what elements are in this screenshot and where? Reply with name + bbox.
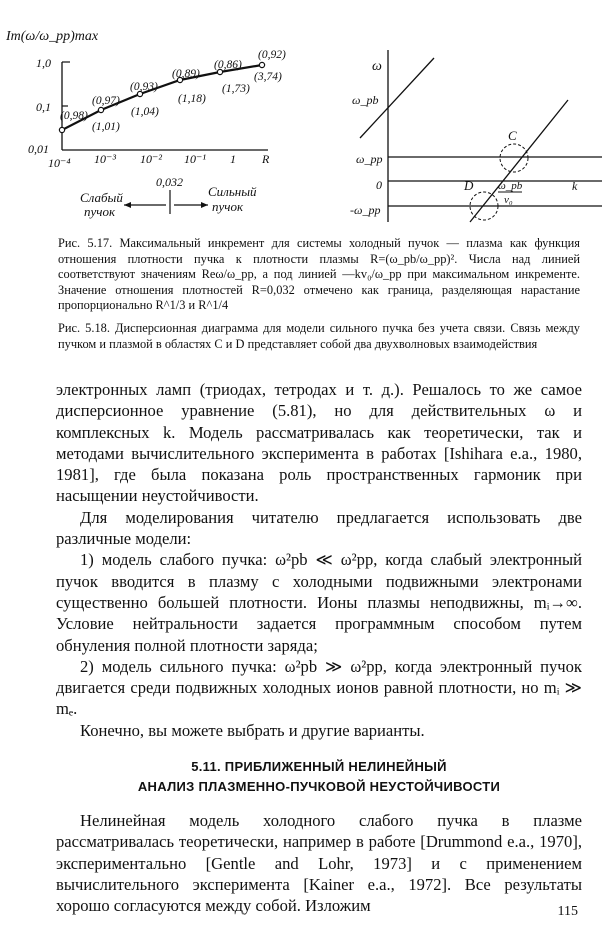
- x-tick: R: [262, 152, 270, 166]
- paragraph: Конечно, вы можете выбрать и другие варианты.: [80, 720, 425, 740]
- y-tick: 0,01: [28, 142, 49, 156]
- strong-beam-label: Сильный: [208, 184, 257, 199]
- y-tick: 0,1: [36, 100, 51, 114]
- point-label-below: (1,73): [222, 83, 250, 95]
- y-tick: 1,0: [36, 56, 51, 70]
- strong-beam-label: пучок: [212, 199, 244, 214]
- x-tick: 1: [230, 152, 236, 166]
- boundary-value: 0,032: [156, 175, 183, 189]
- point-label-below: (3,74): [254, 71, 282, 83]
- x-tick: 10⁻²: [140, 152, 162, 166]
- point-label-above: (0,93): [130, 81, 158, 93]
- point-label-above: (0,86): [214, 59, 242, 71]
- point-label-below: (1,01): [92, 121, 120, 133]
- figure-5-18: [300, 0, 614, 230]
- weak-beam-label: Слабый: [80, 190, 123, 205]
- caption-5-17: Рис. 5.17. Максимальный инкремент для системы холодный пучок — плазма как функция отношения плотности пучка к плотности плазмы R=(ω_pb/ω_pp)². Числа над линией соответствуют значениям Reω/ω_pp, а под линией —kv₀/ω_pp при максимальном инкременте. Значение отношения плотностей R=0,032 отмечено как граница, разделяющая нарастание пропорционально R^1/3 и R^1/4: [58, 236, 580, 312]
- point-label-below: (1,18): [178, 93, 206, 105]
- section-heading: 5.11. ПРИБЛИЖЕННЫЙ НЕЛИНЕЙНЫЙ АНАЛИЗ ПЛАЗМЕННО-ПУЧКОВОЙ НЕУСТОЙЧИВОСТИ: [137, 759, 501, 794]
- omega-axis-label: ω: [372, 59, 382, 74]
- paragraph: 1) модель слабого пучка: ω²pb ≪ ω²pp, когда слабый электронный пучок вводится в плазму с холодными подвижными электронами существенно большей плотности. Ионы плазмы неподвижны, mᵢ→∞. Условие нейтральности задается программным способом путем обнуления полной плотности заряда;: [56, 550, 582, 655]
- body-text-top: [56, 379, 582, 741]
- fraction-denominator: v₀: [504, 194, 513, 206]
- x-tick: 10⁻⁴: [48, 156, 71, 170]
- point-label-above: (0,98): [60, 110, 88, 122]
- label-C: C: [508, 128, 517, 143]
- caption-5-18: Рис. 5.18. Дисперсионная диаграмма для модели сильного пучка без учета связи. Связь между пучком и плазмой в областях C и D представляет собой два двухволновых взаимодействия: [58, 321, 580, 351]
- y-axis-label: Im(ω/ω_pp)max: [6, 29, 99, 44]
- fraction-numerator: ω_pb: [498, 180, 523, 192]
- omega-pp-label: ω_pp: [356, 152, 383, 166]
- paragraph: Нелинейная модель холодного слабого пучка в плазме рассматривалась теоретически, например в работе [Drummond e.a., 1970], экспериментально [Gentle and Lohr, 1973] и с применением вычислительного эксперимента [Kainer e.a., 1972]. Все результаты хорошо согласуются между собой. Изложим: [56, 811, 582, 916]
- label-D: D: [464, 178, 474, 193]
- point-label-above: (0,92): [258, 49, 286, 61]
- point-label-above: (0,97): [92, 95, 120, 107]
- paragraph: 2) модель сильного пучка: ω²pb ≫ ω²pp, когда электронный пучок двигается среди подвижных холодных ионов равной плотности, но mᵢ ≫ mₑ.: [56, 656, 582, 719]
- x-tick: 10⁻¹: [184, 152, 206, 166]
- figure-5-17: [0, 0, 300, 230]
- paragraph: Для моделирования читателю предлагается использовать две различные модели:: [56, 507, 582, 549]
- k-axis-label: k: [572, 179, 578, 193]
- x-tick: 10⁻³: [94, 152, 116, 166]
- point-label-below: (1,04): [131, 106, 159, 118]
- paragraph: электронных ламп (триодах, тетродах и т. д.). Решалось то же самое дисперсионное уравнение (5.81), но для действительных ω и комплексных k. Модель рассматривалась как теоретически, так и методами вычислительного эксперимента в работах [Ishihara e.a., 1980, 1981], где была показана роль пространственных гармоник при насыщении неустойчивости.: [56, 380, 582, 506]
- weak-beam-label: пучок: [84, 204, 116, 219]
- minus-omega-pp-label: -ω_pp: [350, 203, 381, 217]
- zero-label: 0: [376, 178, 382, 192]
- omega-pb-label: ω_pb: [352, 93, 379, 107]
- beam-line: [470, 100, 568, 222]
- point-label-above: (0,89): [172, 68, 200, 80]
- page-number: 115: [557, 904, 578, 919]
- body-text-bottom: [56, 810, 582, 916]
